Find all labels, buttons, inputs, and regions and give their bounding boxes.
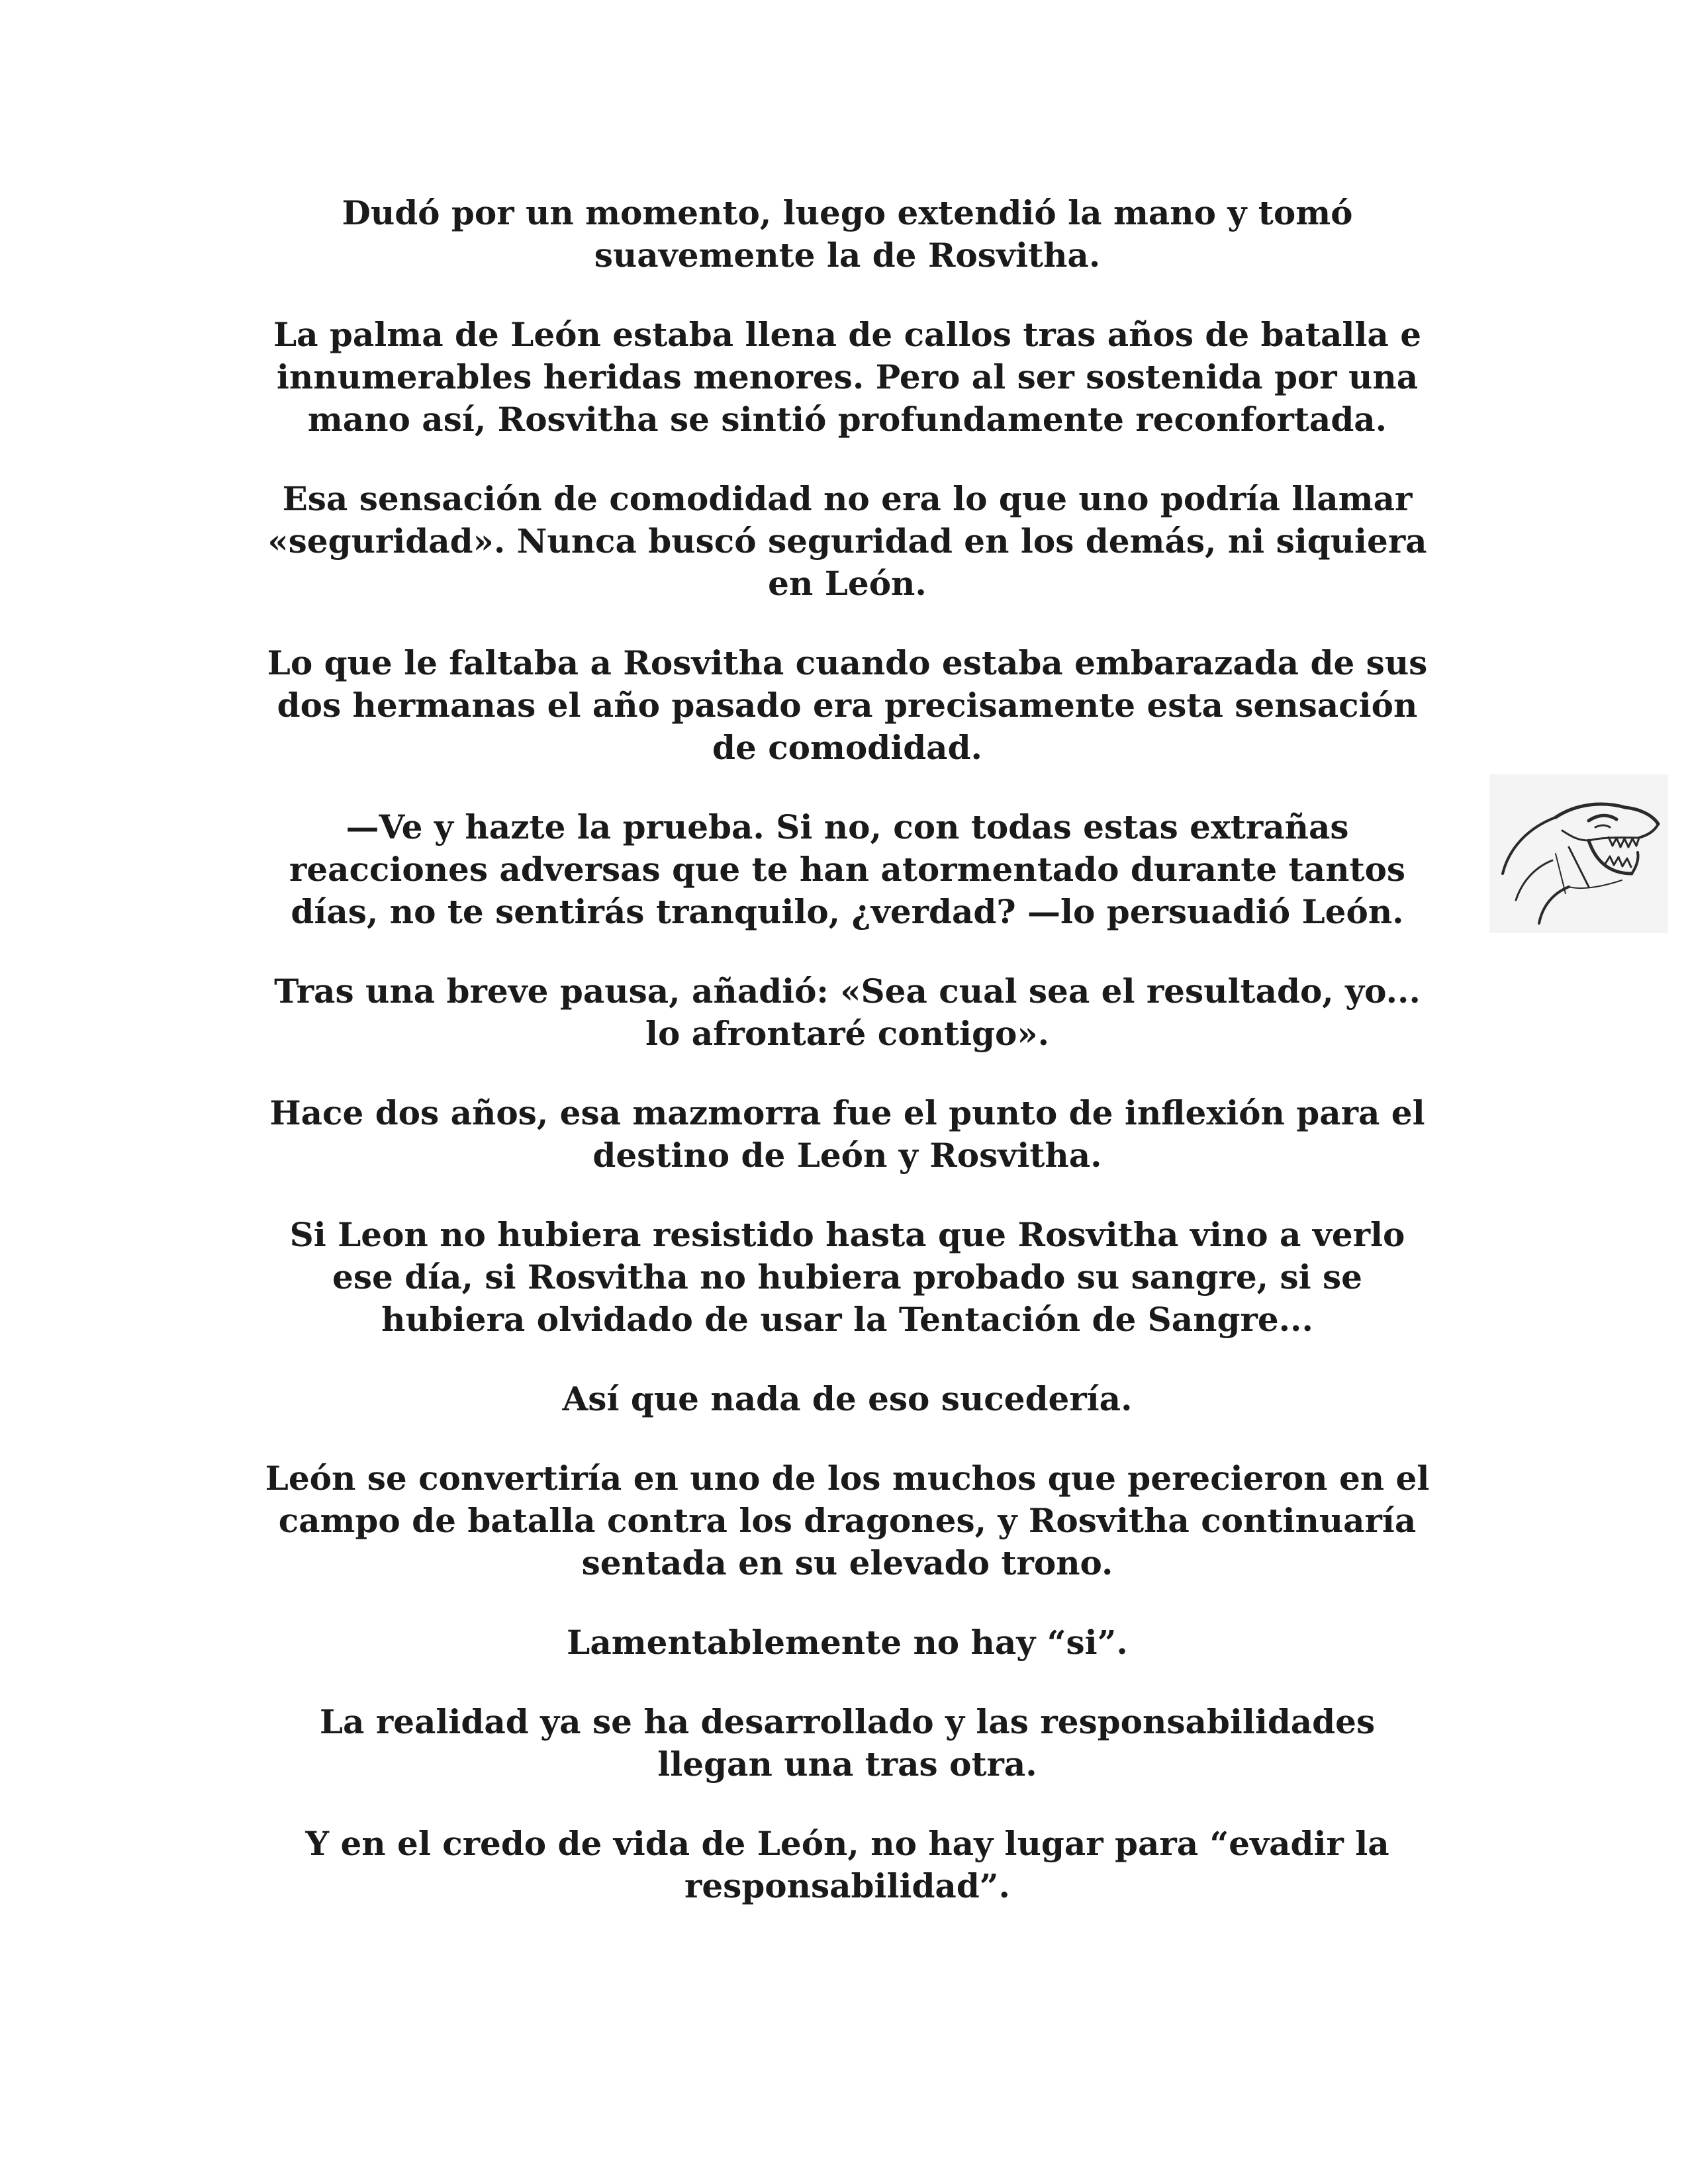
paragraph-line: responsabilidad”.: [684, 1866, 1010, 1905]
paragraph-line: —Ve y hazte la prueba. Si no, con todas estas extrañas: [346, 807, 1349, 846]
paragraph-line: llegan una tras otra.: [657, 1745, 1037, 1784]
paragraph-line: días, no te sentirás tranquilo, ¿verdad? —lo persuadió León.: [291, 892, 1404, 931]
paragraph: [225, 1378, 1470, 1420]
paragraph-line: La realidad ya se ha desarrollado y las responsabilidades: [319, 1702, 1376, 1741]
paragraph-line: ese día, si Rosvitha no hubiera probado su sangre, si se: [332, 1257, 1362, 1297]
text-body: [225, 192, 1470, 1944]
paragraph-line: La palma de León estaba llena de callos tras años de batalla e: [273, 315, 1422, 354]
paragraph: [225, 1823, 1470, 1907]
paragraph-line: campo de batalla contra los dragones, y Rosvitha continuaría: [278, 1501, 1417, 1540]
dragon-head-sketch-icon: [1489, 774, 1668, 933]
paragraph: [225, 1457, 1470, 1584]
paragraph: [225, 642, 1470, 769]
paragraph: [225, 478, 1470, 605]
paragraph: [225, 314, 1470, 441]
paragraph: [225, 1701, 1470, 1786]
paragraph-line: Si Leon no hubiera resistido hasta que Rosvitha vino a verlo: [289, 1215, 1405, 1254]
paragraph-line: suavemente la de Rosvitha.: [594, 236, 1101, 275]
paragraph-line: sentada en su elevado trono.: [581, 1543, 1113, 1582]
paragraph-line: de comodidad.: [712, 728, 982, 767]
paragraph-line: Esa sensación de comodidad no era lo que uno podría llamar: [282, 479, 1413, 518]
paragraph-line: Lo que le faltaba a Rosvitha cuando estaba embarazada de sus: [267, 643, 1428, 682]
paragraph-line: lo afrontaré contigo».: [645, 1014, 1049, 1053]
paragraph-line: Dudó por un momento, luego extendió la mano y tomó: [342, 193, 1353, 232]
paragraph-line: «seguridad». Nunca buscó seguridad en los demás, ni siquiera: [267, 522, 1427, 561]
paragraph-line: hubiera olvidado de usar la Tentación de Sangre...: [381, 1300, 1313, 1339]
paragraph-line: Hace dos años, esa mazmorra fue el punto de inflexión para el: [269, 1093, 1425, 1132]
paragraph-line: dos hermanas el año pasado era precisamente esta sensación: [277, 686, 1418, 725]
paragraph-line: Tras una breve pausa, añadió: «Sea cual sea el resultado, yo...: [274, 972, 1421, 1011]
paragraph-line: en León.: [768, 564, 927, 603]
paragraph-line: destino de León y Rosvitha.: [592, 1136, 1102, 1175]
paragraph: [225, 1621, 1470, 1664]
paragraph: [225, 806, 1470, 933]
paragraph: [225, 1092, 1470, 1177]
paragraph-line: innumerables heridas menores. Pero al ser sostenida por una: [276, 357, 1419, 396]
paragraph: [225, 192, 1470, 277]
paragraph-line: Y en el credo de vida de León, no hay lugar para “evadir la: [305, 1824, 1389, 1863]
paragraph-line: mano así, Rosvitha se sintió profundamente reconfortada.: [307, 400, 1387, 439]
paragraph-line: León se convertiría en uno de los muchos que perecieron en el: [265, 1459, 1430, 1498]
paragraph: [225, 1214, 1470, 1341]
paragraph: [225, 970, 1470, 1055]
paragraph-line: Lamentablemente no hay “si”.: [567, 1623, 1128, 1662]
paragraph-line: Así que nada de eso sucedería.: [562, 1379, 1133, 1418]
paragraph-line: reacciones adversas que te han atormentado durante tantos: [289, 850, 1406, 889]
